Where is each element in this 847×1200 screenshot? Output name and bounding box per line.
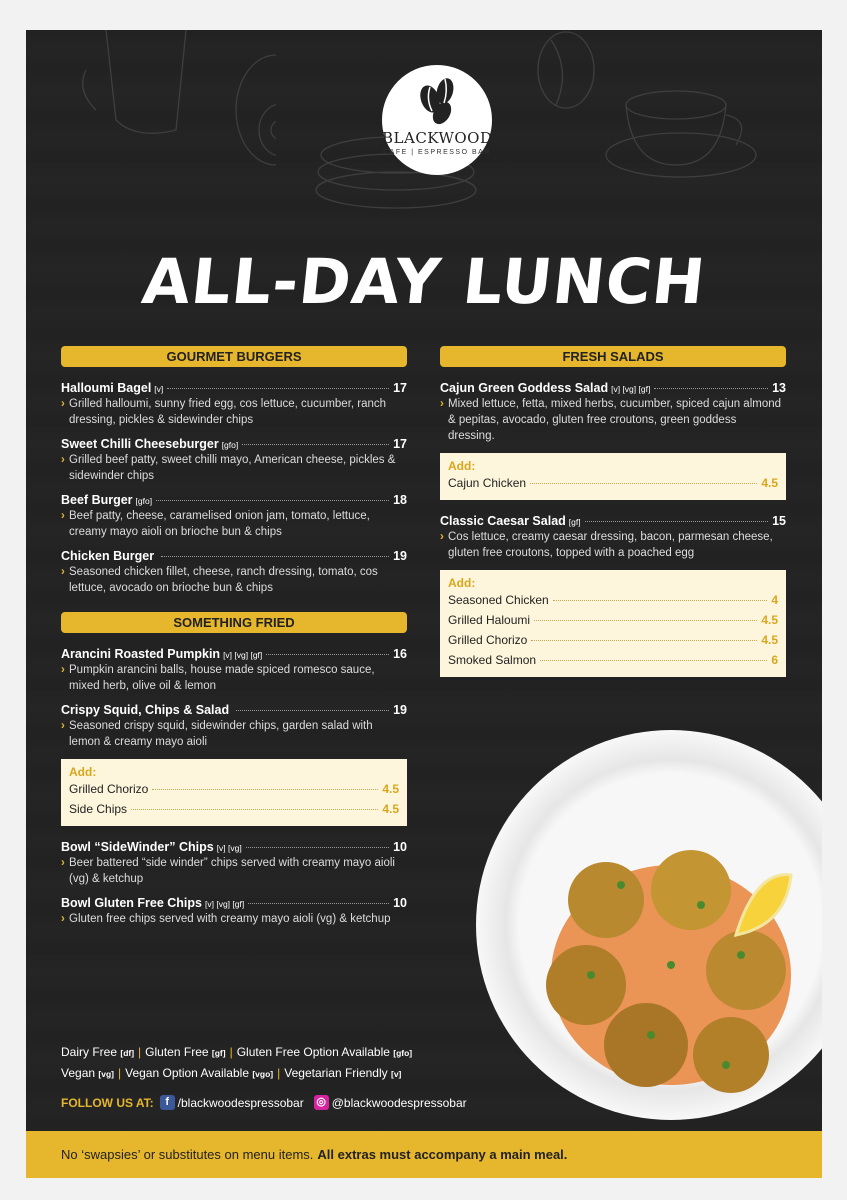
item-price: 19	[393, 549, 407, 563]
footer-bold-text: All extras must accompany a main meal.	[317, 1147, 568, 1162]
item-price: 18	[393, 493, 407, 507]
facebook-handle[interactable]: /blackwoodespressobar	[177, 1095, 304, 1110]
legend-tag: [vgo]	[252, 1069, 274, 1079]
item-price: 17	[393, 381, 407, 395]
dot-leader	[246, 847, 389, 848]
menu-item-sidewinder-chips	[61, 840, 407, 887]
item-tags: [gfo]	[221, 440, 239, 450]
add-on-row	[448, 593, 778, 613]
item-description: › Beer battered “side winder” chips served with creamy mayo aioli (vg) & ketchup	[61, 855, 407, 887]
menu-item-halloumi-bagel	[61, 381, 407, 428]
item-description: › Seasoned crispy squid, sidewinder chips, garden salad with lemon & creamy mayo aioli	[61, 718, 407, 750]
left-column	[61, 346, 407, 936]
item-name: Halloumi Bagel	[61, 381, 152, 395]
add-label: Add:	[448, 459, 476, 473]
menu-title: ALL-DAY LUNCH	[138, 245, 710, 318]
item-price: 13	[772, 381, 786, 395]
add-label: Add:	[69, 765, 97, 779]
add-on-name: Cajun Chicken	[448, 476, 527, 490]
legend-gluten-free-option: Gluten Free Option Available	[236, 1045, 390, 1059]
section-header-burgers: GOURMET BURGERS	[61, 346, 407, 367]
add-on-name: Grilled Haloumi	[448, 613, 531, 627]
add-on-price: 4.5	[382, 802, 399, 816]
item-name: Chicken Burger	[61, 549, 155, 563]
add-ons-box-fried	[61, 759, 407, 826]
item-description: › Gluten free chips served with creamy mayo aioli (vg) & ketchup	[61, 911, 407, 927]
item-description: › Pumpkin arancini balls, house made spiced romesco sauce, mixed herb, olive oil & lemon	[61, 662, 407, 694]
add-on-row	[448, 476, 778, 496]
menu-item-beef-burger	[61, 493, 407, 540]
section-header-fried: SOMETHING FRIED	[61, 612, 407, 633]
add-on-row	[448, 653, 778, 673]
add-on-row	[448, 633, 778, 653]
dot-leader	[585, 521, 769, 522]
add-ons-box-caesar	[440, 570, 786, 677]
footer-notice	[26, 1131, 822, 1178]
legend-dairy-free: Dairy Free	[61, 1045, 118, 1059]
add-on-price: 4.5	[382, 782, 399, 796]
dot-leader	[167, 388, 389, 389]
legend-vegan: Vegan	[61, 1066, 96, 1080]
instagram-icon[interactable]: ◎	[314, 1095, 329, 1110]
dot-leader	[236, 710, 389, 711]
dietary-legend	[61, 1042, 412, 1084]
item-description: › Grilled beef patty, sweet chilli mayo, American cheese, pickles & sidewinder chips	[61, 452, 407, 484]
dot-leader	[131, 809, 378, 810]
item-tags: [v] [vg] [gf]	[223, 650, 263, 660]
menu-page	[26, 30, 822, 1178]
right-column	[440, 346, 786, 691]
item-tags: [v] [vg] [gf]	[205, 899, 245, 909]
item-name: Crispy Squid, Chips & Salad	[61, 703, 230, 717]
add-on-price: 4.5	[761, 633, 778, 647]
arancini-dish-image	[531, 815, 816, 1115]
item-tags: [v] [vg] [gf]	[611, 384, 651, 394]
coffee-cup-sketch-icon	[76, 30, 276, 170]
menu-item-caesar-salad	[440, 514, 786, 561]
add-on-name: Seasoned Chicken	[448, 593, 549, 607]
dot-leader	[156, 500, 389, 501]
facebook-icon[interactable]: f	[160, 1095, 175, 1110]
item-price: 16	[393, 647, 407, 661]
legend-tag: [vg]	[98, 1069, 114, 1079]
coffee-beans-icon	[382, 71, 492, 131]
item-price: 17	[393, 437, 407, 451]
item-name: Cajun Green Goddess Salad	[440, 381, 609, 395]
dot-leader	[540, 660, 767, 661]
add-on-name: Side Chips	[69, 802, 128, 816]
menu-item-gluten-free-chips	[61, 896, 407, 927]
dot-leader	[266, 654, 389, 655]
social-follow	[61, 1095, 467, 1110]
dot-leader	[152, 789, 378, 790]
item-tags: [gfo]	[135, 496, 153, 506]
item-description: › Beef patty, cheese, caramelised onion jam, tomato, lettuce, creamy mayo aioli on brioche bun & chips	[61, 508, 407, 540]
footer-text: No ‘swapsies’ or substitutes on menu items.	[61, 1147, 314, 1162]
separator: |	[117, 1066, 122, 1080]
follow-label: FOLLOW US AT:	[61, 1095, 154, 1110]
dot-leader	[534, 620, 757, 621]
legend-tag: [v]	[391, 1069, 402, 1079]
legend-vegetarian: Vegetarian Friendly	[284, 1066, 388, 1080]
separator: |	[138, 1045, 142, 1059]
dot-leader	[553, 600, 768, 601]
legend-line-1	[61, 1042, 412, 1063]
dot-leader	[531, 640, 757, 641]
item-name: Classic Caesar Salad	[440, 514, 566, 528]
brand-tagline: CAFE | ESPRESSO BAR	[383, 149, 491, 156]
add-on-price: 4	[771, 593, 778, 607]
dot-leader	[530, 483, 757, 484]
add-on-row	[69, 802, 399, 822]
separator: |	[277, 1066, 281, 1080]
dot-leader	[161, 556, 389, 557]
legend-tag: [gfo]	[393, 1048, 413, 1058]
add-on-price: 6	[771, 653, 778, 667]
item-tags: [v] [vg]	[216, 843, 242, 853]
add-on-row	[448, 613, 778, 633]
menu-item-chicken-burger	[61, 549, 407, 596]
add-ons-box-cajun	[440, 453, 786, 500]
separator: |	[229, 1045, 233, 1059]
item-description: › Grilled halloumi, sunny fried egg, cos lettuce, cucumber, ranch dressing, pickles & sidewinder chips	[61, 396, 407, 428]
instagram-handle[interactable]: @blackwoodespressobar	[331, 1095, 467, 1110]
brand-name: BLACKWOOD	[382, 129, 493, 147]
add-label: Add:	[448, 576, 476, 590]
menu-item-arancini	[61, 647, 407, 694]
item-name: Bowl “SideWinder” Chips	[61, 840, 214, 854]
dot-leader	[248, 903, 389, 904]
brand-logo	[382, 65, 492, 175]
item-description: › Seasoned chicken fillet, cheese, ranch dressing, tomato, cos lettuce, avocado on brioche bun & chips	[61, 564, 407, 596]
coffee-sketch-icon	[496, 30, 806, 190]
add-on-name: Smoked Salmon	[448, 653, 537, 667]
legend-line-2	[61, 1063, 412, 1084]
item-name: Sweet Chilli Cheeseburger	[61, 437, 219, 451]
menu-item-crispy-squid	[61, 703, 407, 750]
item-description: › Mixed lettuce, fetta, mixed herbs, cucumber, spiced cajun almond & pepitas, avocado, gluten free croutons, green goddess dressing.	[440, 396, 786, 444]
item-price: 10	[393, 840, 407, 854]
legend-vegan-option: Vegan Option Available	[125, 1066, 249, 1080]
add-on-row	[69, 782, 399, 802]
legend-tag: [gf]	[211, 1048, 226, 1058]
item-tags: [v]	[154, 384, 164, 394]
legend-gluten-free: Gluten Free	[145, 1045, 209, 1059]
menu-item-sweet-chilli-cheeseburger	[61, 437, 407, 484]
add-on-name: Grilled Chorizo	[448, 633, 528, 647]
dot-leader	[654, 388, 768, 389]
add-on-price: 4.5	[761, 613, 778, 627]
item-tags: [gf]	[568, 517, 581, 527]
item-name: Beef Burger	[61, 493, 133, 507]
item-name: Bowl Gluten Free Chips	[61, 896, 202, 910]
item-price: 15	[772, 514, 786, 528]
add-on-price: 4.5	[761, 476, 778, 490]
item-price: 10	[393, 896, 407, 910]
item-description: › Cos lettuce, creamy caesar dressing, bacon, parmesan cheese, gluten free croutons, topped with a poached egg	[440, 529, 786, 561]
item-price: 19	[393, 703, 407, 717]
legend-tag: [df]	[120, 1048, 135, 1058]
item-name: Arancini Roasted Pumpkin	[61, 647, 221, 661]
menu-item-cajun-salad	[440, 381, 786, 444]
add-on-name: Grilled Chorizo	[69, 782, 149, 796]
section-header-salads: FRESH SALADS	[440, 346, 786, 367]
dot-leader	[242, 444, 389, 445]
